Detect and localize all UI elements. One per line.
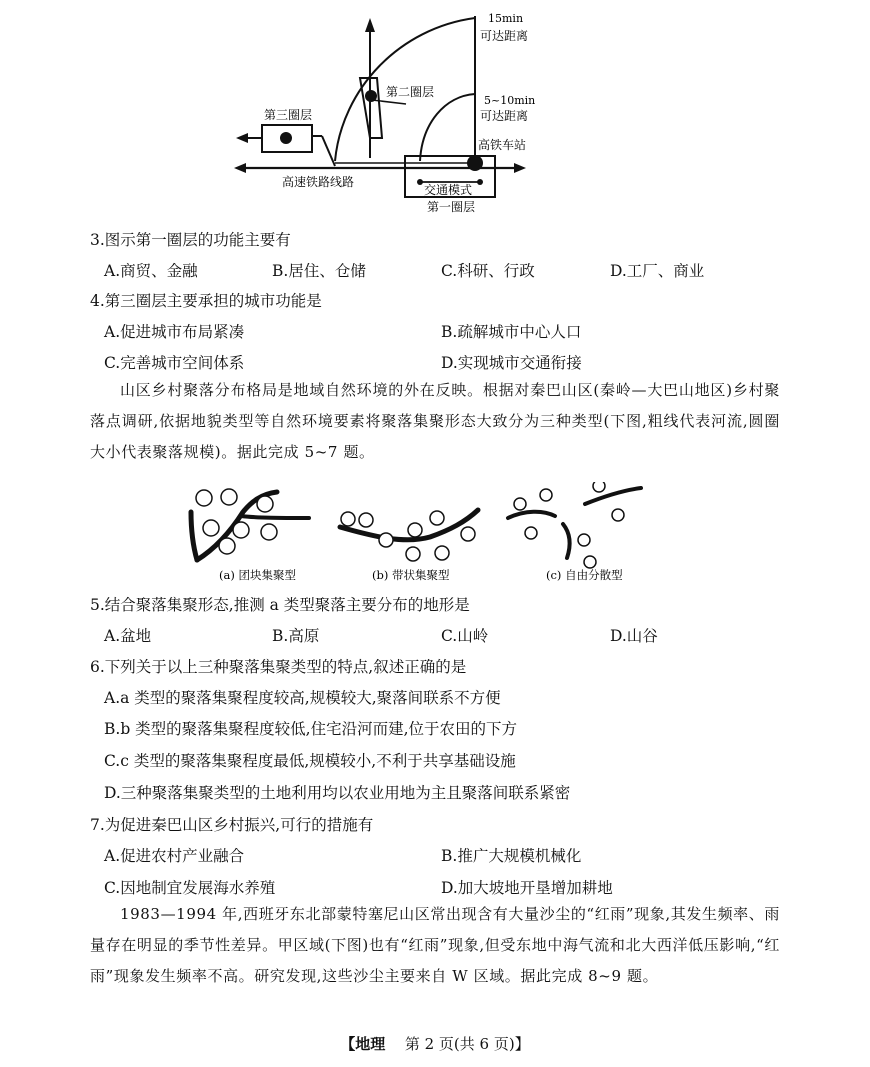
label-5-10min: 5~10min [484, 94, 536, 107]
q3-option-d: D.工厂、商业 [610, 262, 705, 280]
label-railway-line: 高速铁路线路 [282, 175, 355, 189]
label-reach-distance-1: 可达距离 [480, 29, 529, 43]
q4-option-a: A.促进城市布局紧凑 [104, 323, 245, 341]
page-footer [0, 1033, 870, 1054]
q5-option-a: A.盆地 [104, 627, 152, 645]
passage-settlements: 山区乡村聚落分布格局是地域自然环境的外在反映。根据对秦巴山区(秦岭—大巴山地区)乡村聚落点调研,依据地貌类型等自然环境要素将聚落集聚形态大致分为三种类型(下图,粗线代表河流,圆圈大小代表聚落规模)。据此完成 5~7 题。 [90, 381, 780, 461]
label-first-ring: 第一圈层 [427, 200, 476, 214]
question-3-stem: 3.图示第一圈层的功能主要有 [90, 231, 291, 249]
rail-station-diagram [230, 8, 540, 220]
q6-option-b: B.b 类型的聚落集聚程度较低,住宅沿河而建,位于农田的下方 [104, 720, 518, 738]
q4-option-c: C.完善城市空间体系 [104, 354, 245, 372]
caption-c: (c) 自由分散型 [546, 568, 623, 582]
label-high-speed-station: 高铁车站 [478, 138, 527, 152]
q4-option-b: B.疏解城市中心人口 [441, 323, 582, 341]
q6-option-d: D.三种聚落集聚类型的土地利用均以农业用地为主且聚落间联系紧密 [104, 784, 571, 802]
q7-option-a: A.促进农村产业融合 [104, 847, 245, 865]
q5-option-b: B.高原 [272, 627, 320, 645]
footer-subject: 【地理 [340, 1035, 386, 1053]
label-transport-mode: 交通模式 [424, 183, 473, 197]
q7-option-d: D.加大坡地开垦增加耕地 [441, 879, 613, 897]
q5-option-d: D.山谷 [610, 627, 658, 645]
q3-option-c: C.科研、行政 [441, 262, 535, 280]
label-15min: 15min [488, 12, 524, 25]
q5-option-c: C.山岭 [441, 627, 489, 645]
label-third-ring: 第三圈层 [264, 108, 313, 122]
caption-a: (a) 团块集聚型 [219, 568, 296, 582]
q3-option-b: B.居住、仓储 [272, 262, 366, 280]
q6-option-a: A.a 类型的聚落集聚程度较高,规模较大,聚落间联系不方便 [104, 689, 501, 707]
label-second-ring: 第二圈层 [386, 85, 435, 99]
q7-option-c: C.因地制宜发展海水养殖 [104, 879, 276, 897]
question-7-stem: 7.为促进秦巴山区乡村振兴,可行的措施有 [90, 816, 374, 834]
question-4-stem: 4.第三圈层主要承担的城市功能是 [90, 292, 322, 310]
question-5-stem: 5.结合聚落集聚形态,推测 a 类型聚落主要分布的地形是 [90, 596, 470, 614]
passage-red-rain: 1983—1994 年,西班牙东北部蒙特塞尼山区常出现含有大量沙尘的“红雨”现象,其发生频率、雨量存在明显的季节性差异。甲区域(下图)也有“红雨”现象,但受东地中海气流和北大西洋低压影响,“红雨”现象发生频率不高。研究发现,这些沙尘主要来自 W 区域。据此完成 8~9 题。 [90, 905, 780, 985]
q7-option-b: B.推广大规模机械化 [441, 847, 582, 865]
label-reach-distance-2: 可达距离 [480, 109, 529, 123]
q3-option-a: A.商贸、金融 [104, 262, 198, 280]
q6-option-c: C.c 类型的聚落集聚程度最低,规模较小,不利于共享基础设施 [104, 752, 516, 770]
question-6-stem: 6.下列关于以上三种聚落集聚类型的特点,叙述正确的是 [90, 658, 467, 676]
q4-option-d: D.实现城市交通衔接 [441, 354, 582, 372]
settlement-patterns-diagram [185, 482, 645, 586]
footer-page-number: 第 2 页(共 6 页)】 [404, 1035, 530, 1053]
caption-b: (b) 带状集聚型 [372, 568, 450, 582]
